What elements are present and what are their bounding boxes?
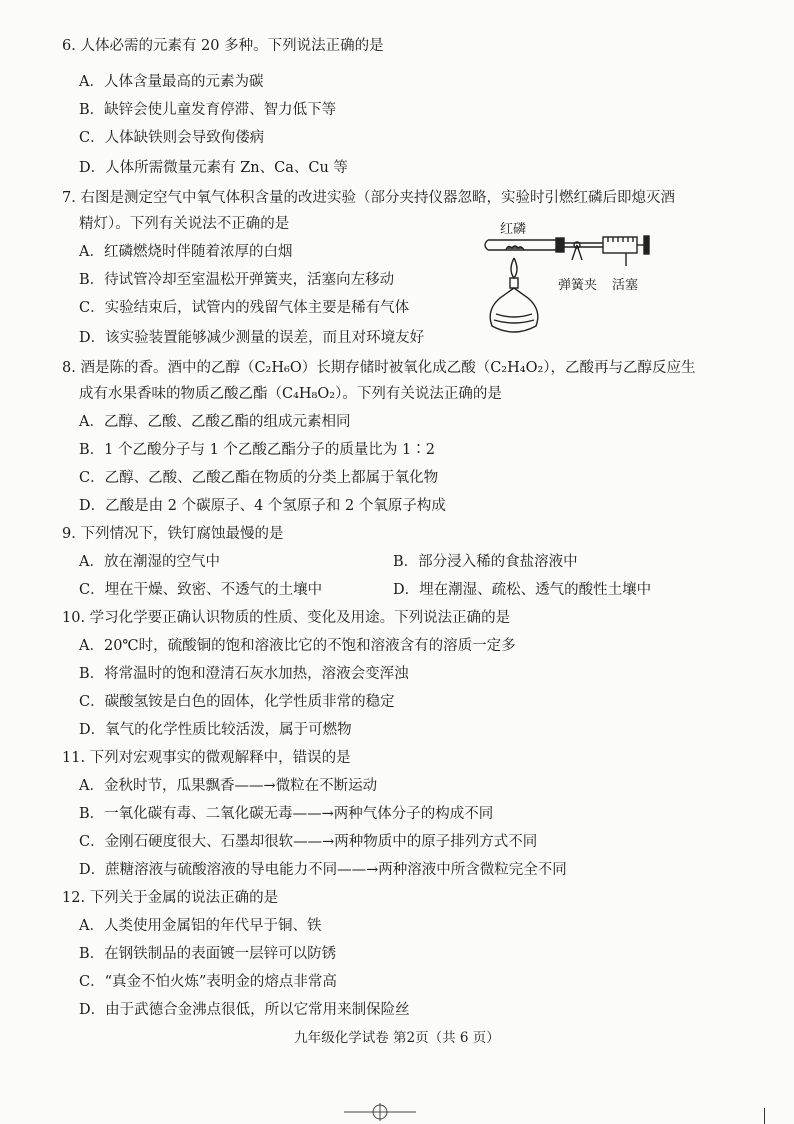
question-12-option-a: A．人类使用金属铝的年代早于铜、铁: [79, 918, 322, 934]
question-6-option-a: A．人体含量最高的元素为碳: [79, 74, 264, 90]
question-8-option-b: B．1 个乙酸分子与 1 个乙酸乙酯分子的质量比为 1∶2: [79, 442, 435, 458]
question-11-stem: 11. 下列对宏观事实的微观解释中，错误的是: [62, 750, 351, 766]
question-10-option-b: B．将常温时的饱和澄清石灰水加热，溶液会变浑浊: [79, 666, 409, 682]
question-8-stem: 8. 酒是陈的香。酒中的乙醇（C₂H₆O）长期存储时被氧化成乙酸（C₂H₄O₂），乙酸再与乙醇反应生: [62, 360, 696, 376]
question-10-option-a: A．20℃时，硫酸铜的饱和溶液比它的不饱和溶液含有的溶质一定多: [79, 638, 516, 654]
question-8-option-c: C．乙醇、乙酸、乙酸乙酯在物质的分类上都属于氧化物: [79, 470, 439, 486]
question-6-option-c: C．人体缺铁则会导致佝偻病: [79, 130, 265, 146]
question-11-option-d: D．蔗糖溶液与硫酸溶液的导电能力不同——→两种溶液中所含微粒完全不同: [79, 862, 567, 878]
question-10-option-c: C．碳酸氢铵是白色的固体，化学性质非常的稳定: [79, 694, 395, 710]
question-7-option-a: A．红磷燃烧时伴随着浓厚的白烟: [79, 244, 293, 260]
question-7-stem-cont: 精灯）。下列有关说法不正确的是: [79, 216, 290, 232]
page-footer: 九年级化学试卷 第2页（共 6 页）: [294, 1030, 500, 1046]
question-9-option-b: B．部分浸入稀的食盐溶液中: [393, 554, 578, 570]
question-12-option-b: B．在钢铁制品的表面镀一层锌可以防锈: [79, 946, 337, 962]
registration-crosshair-icon: [340, 1100, 420, 1124]
question-11-option-b: B．一氧化碳有毒、二氧化碳无毒——→两种气体分子的构成不同: [79, 806, 494, 822]
question-9-option-a: A．放在潮湿的空气中: [79, 554, 220, 570]
label-spring-clip: 弹簧夹: [558, 278, 598, 293]
question-6-stem: 6. 人体必需的元素有 20 多种。下列说法正确的是: [62, 38, 384, 54]
question-10-option-d: D．氧气的化学性质比较活泼，属于可燃物: [79, 722, 352, 738]
question-6-option-d: D．人体所需微量元素有 Zn、Ca、Cu 等: [79, 160, 348, 176]
label-piston: 活塞: [612, 278, 639, 293]
edge-mark: [764, 1108, 765, 1124]
question-12-stem: 12. 下列关于金属的说法正确的是: [62, 890, 279, 906]
question-9-option-d: D．埋在潮湿、疏松、透气的酸性土壤中: [393, 582, 652, 598]
experiment-apparatus-figure: [478, 218, 656, 343]
question-7-option-b: B．待试管冷却至室温松开弹簧夹，活塞向左移动: [79, 272, 395, 288]
question-6-option-b: B．缺锌会使儿童发育停滞、智力低下等: [79, 102, 337, 118]
question-11-option-c: C．金刚石硬度很大、石墨却很软——→两种物质中的原子排列方式不同: [79, 834, 538, 850]
question-9-stem: 9. 下列情况下，铁钉腐蚀最慢的是: [62, 526, 284, 542]
question-12-option-c: C．“真金不怕火炼”表明金的熔点非常高: [79, 974, 337, 990]
question-8-stem-cont: 成有水果香味的物质乙酸乙酯（C₄H₈O₂）。下列有关说法正确的是: [79, 386, 502, 402]
question-7-stem: 7. 右图是测定空气中氧气体积含量的改进实验（部分夹持仪器忽略，实验时引燃红磷后即熄灭酒: [62, 190, 675, 206]
question-9-option-c: C．埋在干燥、致密、不透气的土壤中: [79, 582, 323, 598]
question-8-option-a: A．乙醇、乙酸、乙酸乙酯的组成元素相同: [79, 414, 351, 430]
label-red-phosphorus: 红磷: [500, 222, 527, 237]
question-7-option-c: C．实验结束后，试管内的残留气体主要是稀有气体: [79, 300, 410, 316]
question-11-option-a: A．金秋时节，瓜果飘香——→微粒在不断运动: [79, 778, 378, 794]
question-8-option-d: D．乙酸是由 2 个碳原子、4 个氢原子和 2 个氧原子构成: [79, 498, 446, 514]
question-10-stem: 10. 学习化学要正确认识物质的性质、变化及用途。下列说法正确的是: [62, 610, 511, 626]
question-12-option-d: D．由于武德合金沸点很低，所以它常用来制保险丝: [79, 1002, 410, 1018]
question-7-option-d: D．该实验装置能够减少测量的误差，而且对环境友好: [79, 330, 425, 346]
